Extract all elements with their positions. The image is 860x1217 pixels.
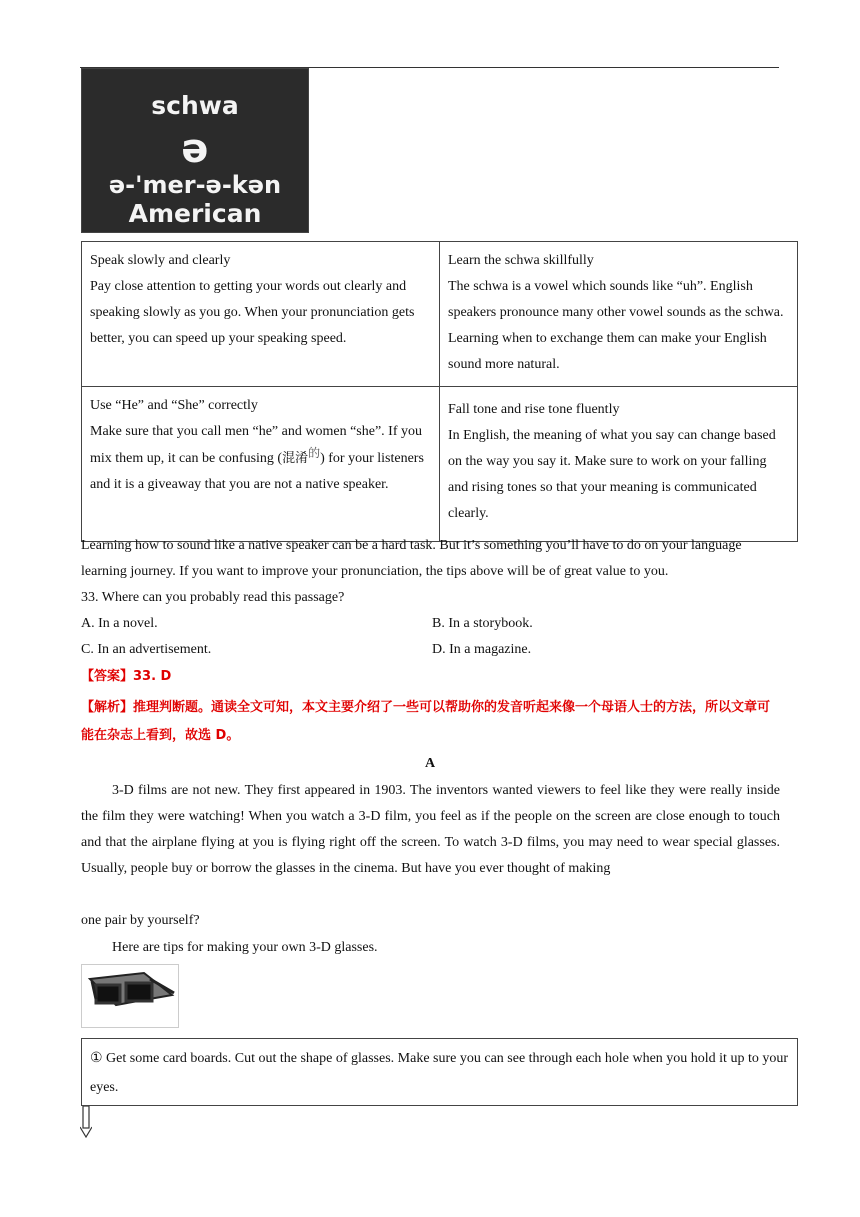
tip-cell-tone <box>440 387 798 542</box>
schwa-example-word: American <box>128 199 262 228</box>
schwa-symbol: ə <box>181 126 209 172</box>
tip-body: The schwa is a vowel which sounds like “uh”. English speakers pronounce many other vowel sounds as the schwa. Learning when to exchange them can make your English sound more natural. <box>448 279 784 372</box>
tip-body: In English, the meaning of what you say can change based on the way you say it. Make sure to work on your falling and rising tones so that your meaning is communicated clearly. <box>448 428 776 521</box>
3d-glasses-image <box>81 964 179 1028</box>
tip-body <box>90 419 431 498</box>
tip-body-part-a: Make sure that you call men “he” and women “she”. If you mix them up, it can be confusing ( <box>90 424 422 466</box>
tip-cell-speak-slowly <box>82 242 440 387</box>
tip-cell-he-she <box>82 387 440 542</box>
closing-paragraph: Learning how to sound like a native speaker can be a hard task. But it’s something you’ll have to do on your language learning journey. If you want to improve your pronunciation, the tips above will be of great value to you. <box>81 538 742 579</box>
question-stem: 33. Where can you probably read this passage? <box>81 590 345 605</box>
step-1-text: ① Get some card boards. Cut out the shape of glasses. Make sure you can see through each hole when you hold it up to your eyes. <box>90 1051 788 1095</box>
section-label: A <box>424 756 436 771</box>
gloss-chinese: 混淆 <box>282 450 309 465</box>
analysis-text: 【解析】推理判断题。通读全文可知，本文主要介绍了一些可以帮助你的发音听起来像一个母语人士的方法，所以文章可能在杂志上看到，故选 D。 <box>81 700 771 743</box>
tip-body-part-b: ) for your listeners and it is a giveaway that you are not a native speaker. <box>90 451 424 492</box>
passage-a-paragraph-2: Here are tips for making your own 3-D glasses. <box>112 940 378 955</box>
down-arrow-icon <box>80 1106 92 1138</box>
schwa-transcription: ə-'mer-ə-kən <box>108 171 282 199</box>
3d-glasses-icon <box>82 965 178 1027</box>
passage-a-paragraph-1: 3-D films are not new. They first appeared in 1903. The inventors wanted viewers to feel like they were really inside the film they were watching! When you watch a 3-D film, you feel as if the people on the screen are close enough to touch and that the airplane flying at you is flying right off the screen. To watch 3-D films, you may need to wear special glasses. Usually, people buy or borrow the glasses in the cinema. But have you ever thought of making <box>81 783 780 876</box>
option-c: C. In an advertisement. <box>81 642 212 657</box>
answer-line: 【答案】33. D <box>81 669 172 684</box>
tip-title: Learn the schwa skillfully <box>448 253 594 268</box>
option-a: A. In a novel. <box>81 616 158 631</box>
tip-cell-schwa <box>440 242 798 387</box>
gloss-superscript: 的 <box>308 446 321 460</box>
tip-body: Pay close attention to getting your words out clearly and speaking slowly as you go. When your pronunciation gets better, you can speed up your speaking speed. <box>90 279 415 346</box>
tip-title: Fall tone and rise tone fluently <box>448 402 620 417</box>
tip-title: Use “He” and “She” correctly <box>90 398 258 413</box>
option-b: B. In a storybook. <box>432 616 533 631</box>
tips-table <box>81 241 798 542</box>
passage-a-paragraph-1-continued: one pair by yourself? <box>81 913 200 928</box>
option-d: D. In a magazine. <box>432 642 532 657</box>
schwa-word: schwa <box>151 91 239 120</box>
step-1-box <box>81 1038 798 1106</box>
tip-title: Speak slowly and clearly <box>90 253 231 268</box>
schwa-illustration <box>81 68 309 233</box>
